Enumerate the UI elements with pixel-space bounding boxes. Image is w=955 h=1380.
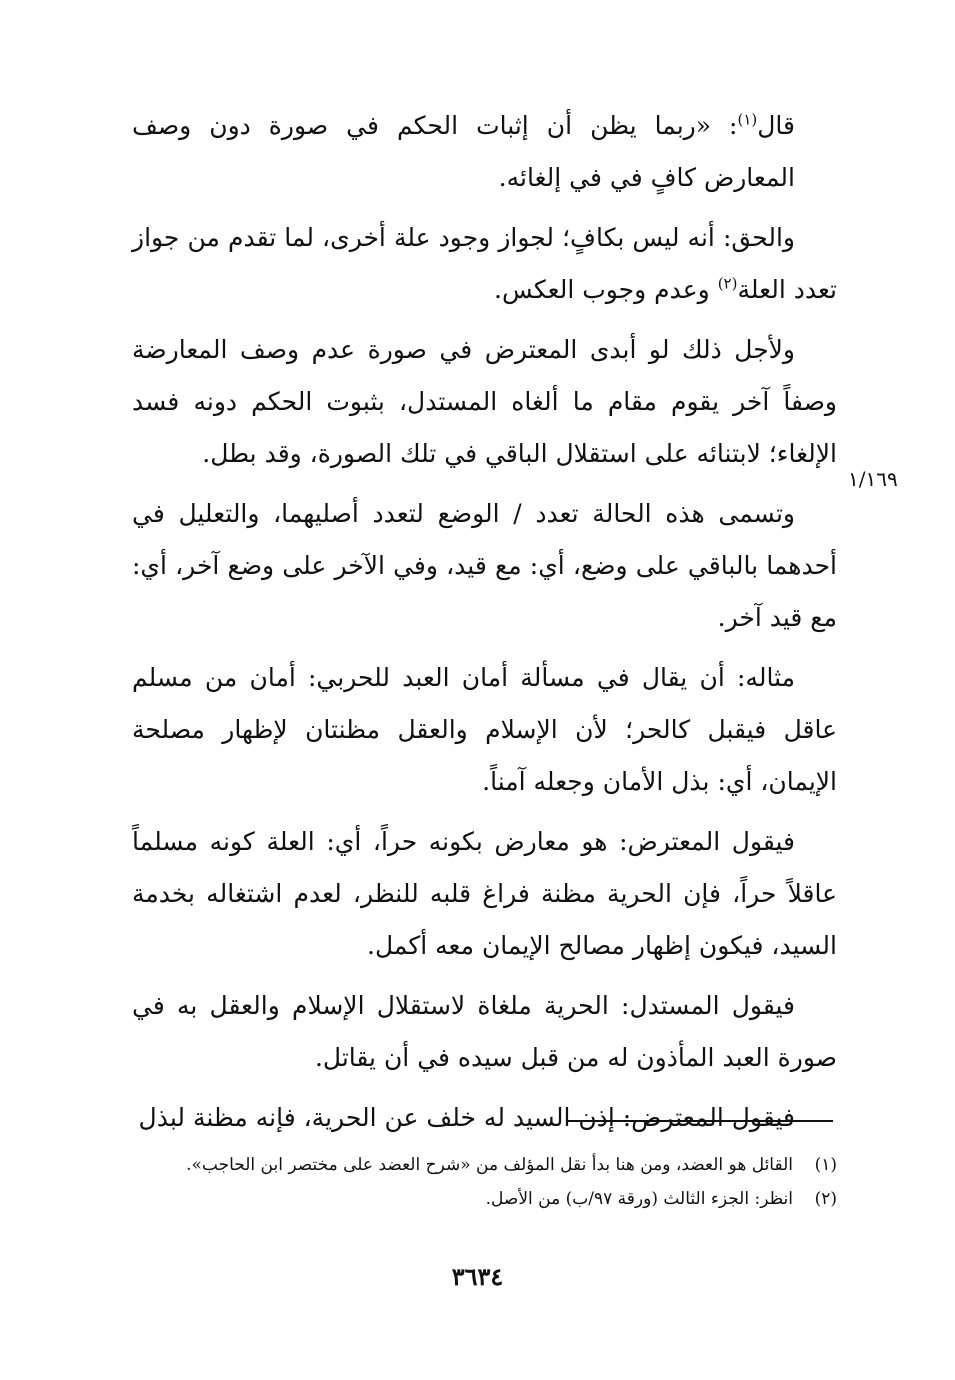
- footnote-ref-1: (١): [737, 110, 758, 129]
- footnote-2-text: انظر: الجزء الثالث (ورقة ٩٧/ب) من الأصل.: [485, 1189, 793, 1209]
- margin-folio-note: ١/١٦٩: [848, 467, 898, 491]
- page-number: ٣٦٣٤: [451, 1262, 504, 1291]
- paragraph-2: [132, 212, 837, 316]
- paragraph-5: مثاله: أن يقال في مسألة أمان العبد للحربي: أمان من مسلم عاقل فيقبل كالحر؛ لأن الإسلام والعقل مظنتان لإظهار مصلحة الإيمان، أي: بذل الأمان وجعله آمناً.: [132, 663, 837, 796]
- paragraph-3: ولأجل ذلك لو أبدى المعترض في صورة عدم وصف المعارضة وصفاً آخر يقوم مقام ما ألغاه المستدل، بثبوت الحكم دونه فسد الإلغاء؛ لابتنائه على استقلال الباقي في تلك الصورة، وقد بطل.: [132, 335, 837, 468]
- paragraph-1-after: : «ربما يظن أن إثبات الحكم في صورة دون وصف المعارض كافٍ في في إلغائه.: [132, 111, 795, 192]
- footnote-divider: [566, 1120, 833, 1122]
- paragraph-1-before: قال: [757, 111, 795, 140]
- footnote-2-number: (٢): [814, 1189, 837, 1209]
- footnote-2: [132, 1182, 837, 1216]
- paragraph-2-before: والحق: أنه ليس بكافٍ؛ لجواز وجود علة أخرى، لما تقدم من جواز تعدد العلة: [132, 223, 837, 304]
- footnotes: [132, 1148, 837, 1216]
- footnote-ref-2: (٢): [717, 274, 738, 293]
- paragraph-1: [132, 100, 837, 204]
- footnote-1-text: القائل هو العضد، ومن هنا بدأ نقل المؤلف من «شرح العضد على مختصر ابن الحاجب».: [186, 1155, 793, 1175]
- footnote-1-number: (١): [814, 1155, 837, 1175]
- main-text: [132, 100, 837, 1152]
- paragraph-4: وتسمى هذه الحالة تعدد / الوضع لتعدد أصليهما، والتعليل في أحدهما بالباقي على وضع، أي: مع قيد، وفي الآخر على وضع آخر، أي: مع قيد آخر.: [132, 499, 837, 632]
- paragraph-8: فيقول المعترض: إذن السيد له خلف عن الحرية، فإنه مظنة لبذل: [138, 1103, 795, 1132]
- paragraph-6: فيقول المعترض: هو معارض بكونه حراً، أي: العلة كونه مسلماً عاقلاً حراً، فإن الحرية مظنة فراغ قلبه للنظر، لعدم اشتغاله بخدمة السيد، فيكون إظهار مصالح الإيمان معه أكمل.: [132, 827, 837, 960]
- footnote-1: [132, 1148, 837, 1182]
- paragraph-2-after: وعدم وجوب العكس.: [494, 275, 718, 304]
- paragraph-7: فيقول المستدل: الحرية ملغاة لاستقلال الإسلام والعقل به في صورة العبد المأذون له من قبل سيده في أن يقاتل.: [132, 991, 837, 1072]
